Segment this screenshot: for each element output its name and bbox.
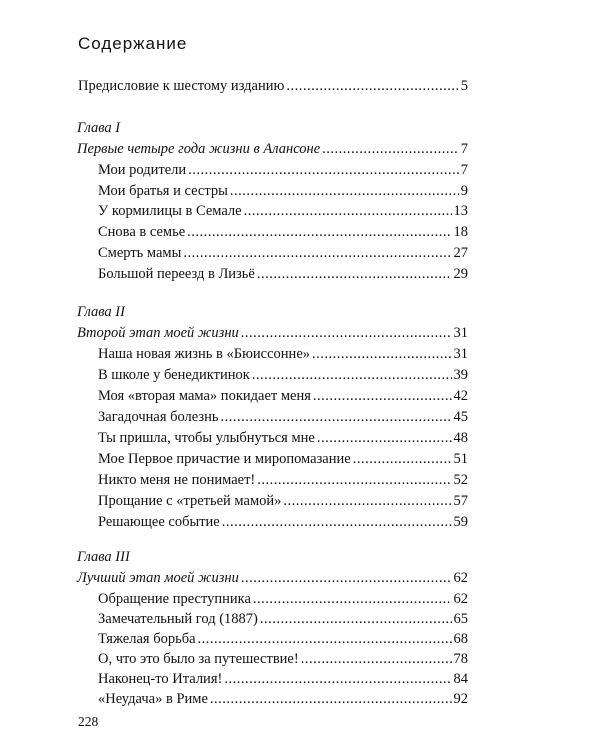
toc-entry-title: Загадочная болезнь bbox=[98, 409, 219, 425]
toc-entry-page: 5 bbox=[460, 78, 468, 94]
dot-leader bbox=[187, 222, 451, 242]
dot-leader bbox=[312, 344, 452, 364]
toc-entry-title: У кормилицы в Семале bbox=[98, 203, 242, 219]
dot-leader bbox=[257, 470, 451, 490]
dot-leader bbox=[322, 139, 459, 159]
toc-section bbox=[98, 491, 468, 511]
toc-section bbox=[98, 222, 468, 242]
toc-chapter-title bbox=[77, 323, 468, 343]
toc-entry-page: 9 bbox=[460, 183, 468, 199]
dot-leader bbox=[260, 609, 452, 629]
toc-entry-page: 18 bbox=[453, 224, 468, 240]
toc-section bbox=[98, 669, 468, 689]
toc-entry-page: 42 bbox=[453, 388, 468, 404]
toc-entry-page: 59 bbox=[453, 514, 468, 530]
dot-leader bbox=[286, 76, 458, 96]
toc-section bbox=[98, 264, 468, 284]
toc-chapter-title bbox=[77, 139, 468, 159]
toc-entry-page: 7 bbox=[460, 141, 468, 157]
dot-leader bbox=[317, 428, 452, 448]
toc-section bbox=[98, 181, 468, 201]
toc-section bbox=[98, 589, 468, 609]
toc-entry-page: 84 bbox=[453, 671, 468, 687]
toc-entry-page: 78 bbox=[453, 651, 468, 667]
toc-section bbox=[98, 629, 468, 649]
dot-leader bbox=[241, 323, 452, 343]
toc-entry-title: Наша новая жизнь в «Бюиссонне» bbox=[98, 346, 310, 362]
toc-section bbox=[98, 609, 468, 629]
chapter-heading: Глава I bbox=[77, 120, 121, 136]
dot-leader bbox=[353, 449, 452, 469]
dot-leader bbox=[224, 669, 451, 689]
toc-entry-title: Снова в семье bbox=[98, 224, 186, 240]
toc-entry-page: 7 bbox=[460, 162, 468, 178]
toc-entry-title: Прощание с «третьей мамой» bbox=[98, 493, 282, 509]
page-number: 228 bbox=[78, 714, 99, 729]
toc-entry-title: Замечательный год (1887) bbox=[98, 611, 258, 627]
toc-entry-page: 31 bbox=[453, 346, 468, 362]
dot-leader bbox=[301, 649, 452, 669]
toc-entry-title: Моя «вторая мама» покидает меня bbox=[98, 388, 311, 404]
toc-section bbox=[98, 512, 468, 532]
dot-leader bbox=[241, 568, 452, 588]
toc-chapter-title bbox=[77, 568, 468, 588]
toc-entry-title: Предисловие к шестому изданию bbox=[78, 78, 285, 94]
toc-entry-title: Большой переезд в Лизьё bbox=[98, 266, 255, 282]
dot-leader bbox=[210, 689, 452, 709]
chapter-heading: Глава II bbox=[77, 304, 125, 320]
toc-entry-title: Никто меня не понимает! bbox=[98, 472, 256, 488]
toc-entry-page: 31 bbox=[453, 325, 468, 341]
toc-entry-page: 65 bbox=[453, 611, 468, 627]
toc-section bbox=[98, 449, 468, 469]
toc-entry-page: 51 bbox=[453, 451, 468, 467]
toc-entry-title: Мое Первое причастие и миропомазание bbox=[98, 451, 351, 467]
dot-leader bbox=[253, 589, 452, 609]
toc-entry-title: Ты пришла, чтобы улыбнуться мне bbox=[98, 430, 315, 446]
toc-entry-page: 48 bbox=[453, 430, 468, 446]
toc-section bbox=[98, 428, 468, 448]
dot-leader bbox=[221, 407, 452, 427]
toc-section bbox=[98, 201, 468, 221]
toc-entry-page: 62 bbox=[453, 591, 468, 607]
toc-entry-page: 52 bbox=[453, 472, 468, 488]
toc-section bbox=[98, 386, 468, 406]
chapter-heading: Глава III bbox=[77, 549, 130, 565]
page-title: Содержание bbox=[78, 34, 188, 53]
toc-entry-page: 57 bbox=[453, 493, 468, 509]
toc-entry-title: Смерть мамы bbox=[98, 245, 182, 261]
toc-entry-page: 13 bbox=[453, 203, 468, 219]
toc-section bbox=[98, 649, 468, 669]
dot-leader bbox=[188, 160, 459, 180]
toc-section bbox=[98, 365, 468, 385]
toc-entry-title: Лучший этап моей жизни bbox=[77, 570, 239, 586]
dot-leader bbox=[283, 491, 451, 511]
toc-entry-preface bbox=[78, 76, 468, 96]
dot-leader bbox=[313, 386, 452, 406]
toc-entry-title: О, что это было за путешествие! bbox=[98, 651, 299, 667]
dot-leader bbox=[230, 181, 459, 201]
toc-entry-page: 39 bbox=[453, 367, 468, 383]
toc-entry-page: 62 bbox=[453, 570, 468, 586]
toc-entry-title: Первые четыре года жизни в Алансоне bbox=[77, 141, 321, 157]
toc-entry-title: «Неудача» в Риме bbox=[98, 691, 208, 707]
toc-entry-page: 27 bbox=[453, 245, 468, 261]
toc-section bbox=[98, 470, 468, 490]
dot-leader bbox=[244, 201, 452, 221]
toc-entry-title: Обращение преступника bbox=[98, 591, 251, 607]
toc-entry-title: Тяжелая борьба bbox=[98, 631, 196, 647]
dot-leader bbox=[222, 512, 452, 532]
toc-entry-page: 45 bbox=[453, 409, 468, 425]
toc-entry-title: Решающее событие bbox=[98, 514, 220, 530]
toc-entry-title: Второй этап моей жизни bbox=[77, 325, 239, 341]
toc-section bbox=[98, 160, 468, 180]
toc-entry-title: В школе у бенедиктинок bbox=[98, 367, 250, 383]
toc-section bbox=[98, 243, 468, 263]
toc-section bbox=[98, 407, 468, 427]
dot-leader bbox=[252, 365, 452, 385]
toc-section bbox=[98, 344, 468, 364]
toc-entry-page: 68 bbox=[453, 631, 468, 647]
dot-leader bbox=[257, 264, 452, 284]
toc-entry-page: 29 bbox=[453, 266, 468, 282]
toc-entry-title: Наконец-то Италия! bbox=[98, 671, 223, 687]
toc-section bbox=[98, 689, 468, 709]
toc-entry-title: Мои родители bbox=[98, 162, 187, 178]
toc-entry-page: 92 bbox=[453, 691, 468, 707]
toc-entry-title: Мои братья и сестры bbox=[98, 183, 228, 199]
dot-leader bbox=[183, 243, 451, 263]
dot-leader bbox=[198, 629, 452, 649]
